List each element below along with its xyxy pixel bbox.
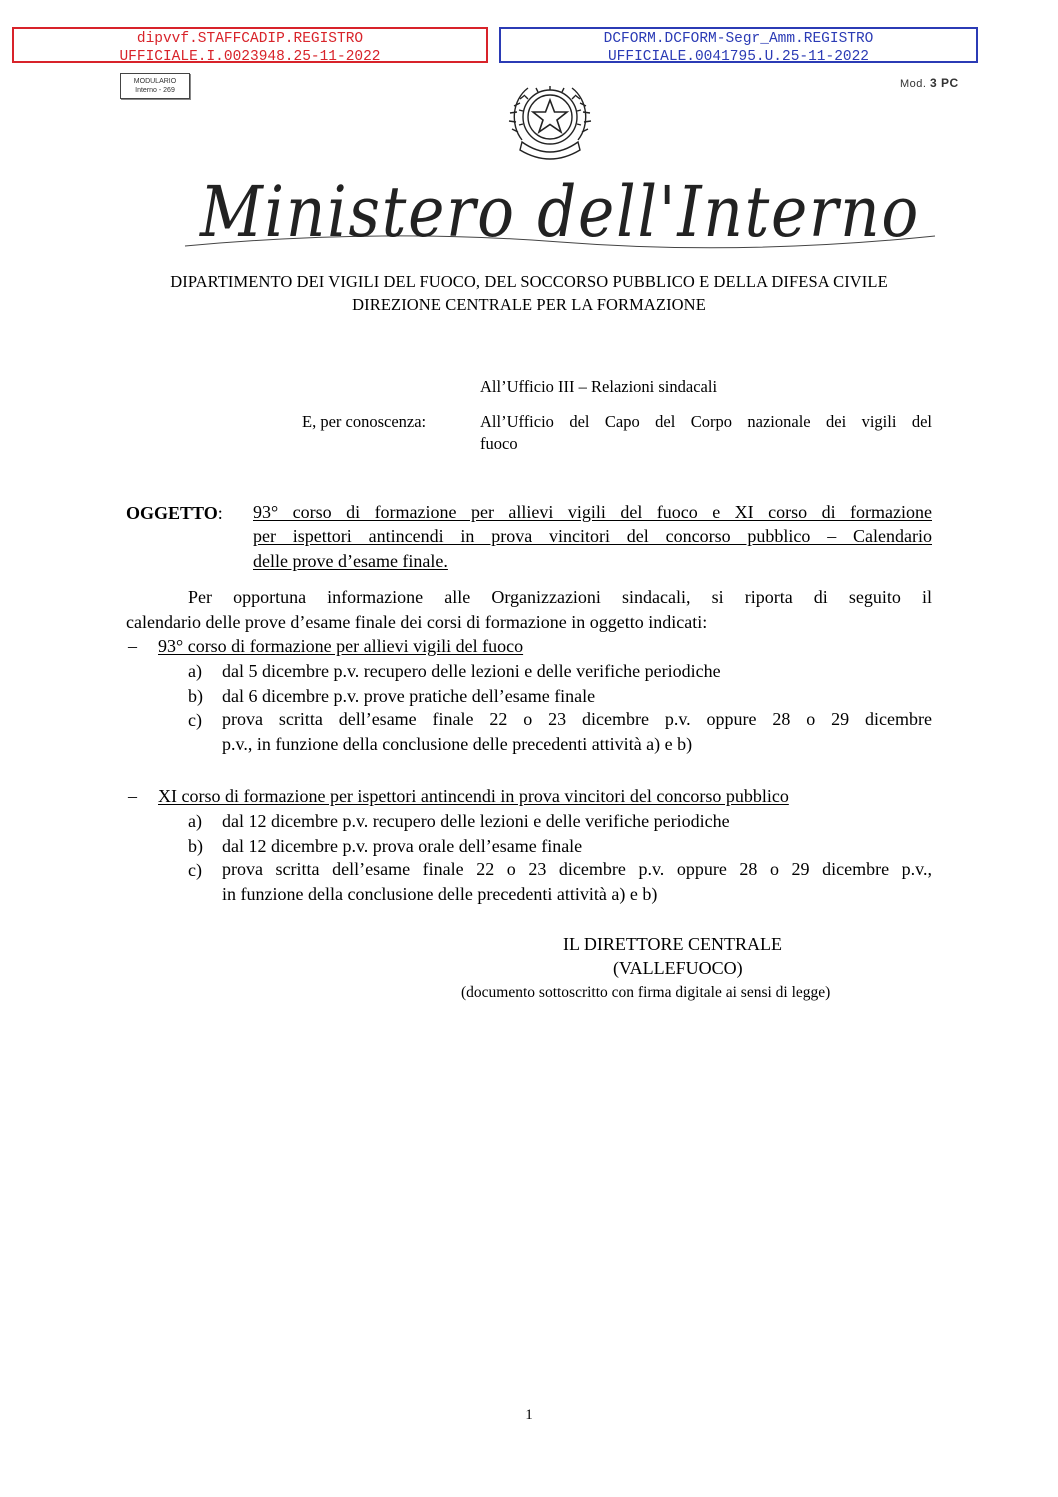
- form-code-prefix: Mod.: [900, 78, 927, 90]
- ministry-name: Ministero dell'Interno: [198, 171, 920, 253]
- item-text-continued: in funzione della conclusione delle precedenti attività a) e b): [222, 884, 658, 904]
- italian-republic-emblem-icon: [500, 70, 600, 170]
- form-code: [900, 76, 959, 90]
- digital-signature-note: (documento sottoscritto con firma digitale ai sensi di legge): [461, 984, 831, 1001]
- stamp-line: UFFICIALE.0041795.U.25-11-2022: [607, 49, 870, 65]
- stamp-line: dipvvf.STAFFCADIP.REGISTRO: [136, 31, 364, 47]
- item-text: prova scritta dell’esame finale 22 o 23 dicembre p.v. oppure 28 o 29 dicembre: [222, 709, 932, 729]
- item-letter: b): [188, 836, 203, 856]
- department-name: DIPARTIMENTO DEI VIGILI DEL FUOCO, DEL SOCCORSO PUBBLICO E DELLA DIFESA CIVILE: [170, 272, 888, 291]
- subject-label: [126, 501, 223, 525]
- item-letter: c): [188, 710, 202, 730]
- recipient-primary: All’Ufficio III – Relazioni sindacali: [480, 377, 718, 396]
- form-code-value: 3 PC: [930, 76, 959, 90]
- item-text: dal 5 dicembre p.v. recupero delle lezioni e delle verifiche periodiche: [222, 661, 721, 681]
- subject-line: 93° corso di formazione per allievi vigili del fuoco e XI corso di formazione: [253, 502, 932, 522]
- modulario-label: [120, 73, 190, 99]
- item-letter: a): [188, 811, 202, 831]
- signatory-title: IL DIRETTORE CENTRALE: [563, 934, 782, 954]
- item-text-continued: p.v., in funzione della conclusione delle precedenti attività a) e b): [222, 734, 693, 754]
- dash-bullet: –: [128, 636, 137, 656]
- signatory-name: (VALLEFUOCO): [613, 958, 743, 978]
- stamp-line: DCFORM.DCFORM-Segr_Amm.REGISTRO: [603, 31, 874, 47]
- course-title: XI corso di formazione per ispettori antincendi in prova vincitori del concorso pubblico: [158, 786, 789, 806]
- protocol-stamp-incoming: [12, 27, 488, 63]
- course-title: 93° corso di formazione per allievi vigili del fuoco: [158, 636, 524, 656]
- intro-paragraph-line: Per opportuna informazione alle Organizzazioni sindacali, si riporta di seguito il: [188, 587, 932, 607]
- cc-label: E, per conoscenza:: [302, 412, 427, 431]
- subject-line: delle prove d’esame finale.: [253, 551, 448, 571]
- subject-line: per ispettori antincendi in prova vincitori del concorso pubblico – Calendario: [253, 526, 932, 546]
- subject-colon: :: [217, 503, 223, 523]
- item-letter: c): [188, 860, 202, 880]
- modulario-number: Interno - 269: [135, 87, 175, 94]
- item-text: dal 12 dicembre p.v. recupero delle lezioni e delle verifiche periodiche: [222, 811, 730, 831]
- page-number: 1: [525, 1407, 533, 1423]
- modulario-title: MODULARIO: [133, 78, 177, 85]
- intro-paragraph-line: calendario delle prove d’esame finale dei corsi di formazione in oggetto indicati:: [126, 612, 708, 632]
- dash-bullet: –: [128, 786, 137, 806]
- item-text: dal 6 dicembre p.v. prove pratiche dell’esame finale: [222, 686, 596, 706]
- cc-recipient-line: All’Ufficio del Capo del Corpo nazionale dei vigili del: [480, 412, 932, 431]
- item-text: prova scritta dell’esame finale 22 o 23 dicembre p.v. oppure 28 o 29 dicembre p.v.,: [222, 859, 932, 879]
- ministry-letterhead-logo: [180, 158, 940, 258]
- item-letter: b): [188, 686, 203, 706]
- directorate-name: DIREZIONE CENTRALE PER LA FORMAZIONE: [352, 295, 706, 314]
- item-text: dal 12 dicembre p.v. prova orale dell’esame finale: [222, 836, 583, 856]
- protocol-stamp-outgoing: [499, 27, 978, 63]
- stamp-line: UFFICIALE.I.0023948.25-11-2022: [119, 49, 381, 65]
- subject-label-text: OGGETTO: [126, 503, 218, 523]
- item-letter: a): [188, 661, 202, 681]
- cc-recipient-line-2: fuoco: [480, 434, 518, 453]
